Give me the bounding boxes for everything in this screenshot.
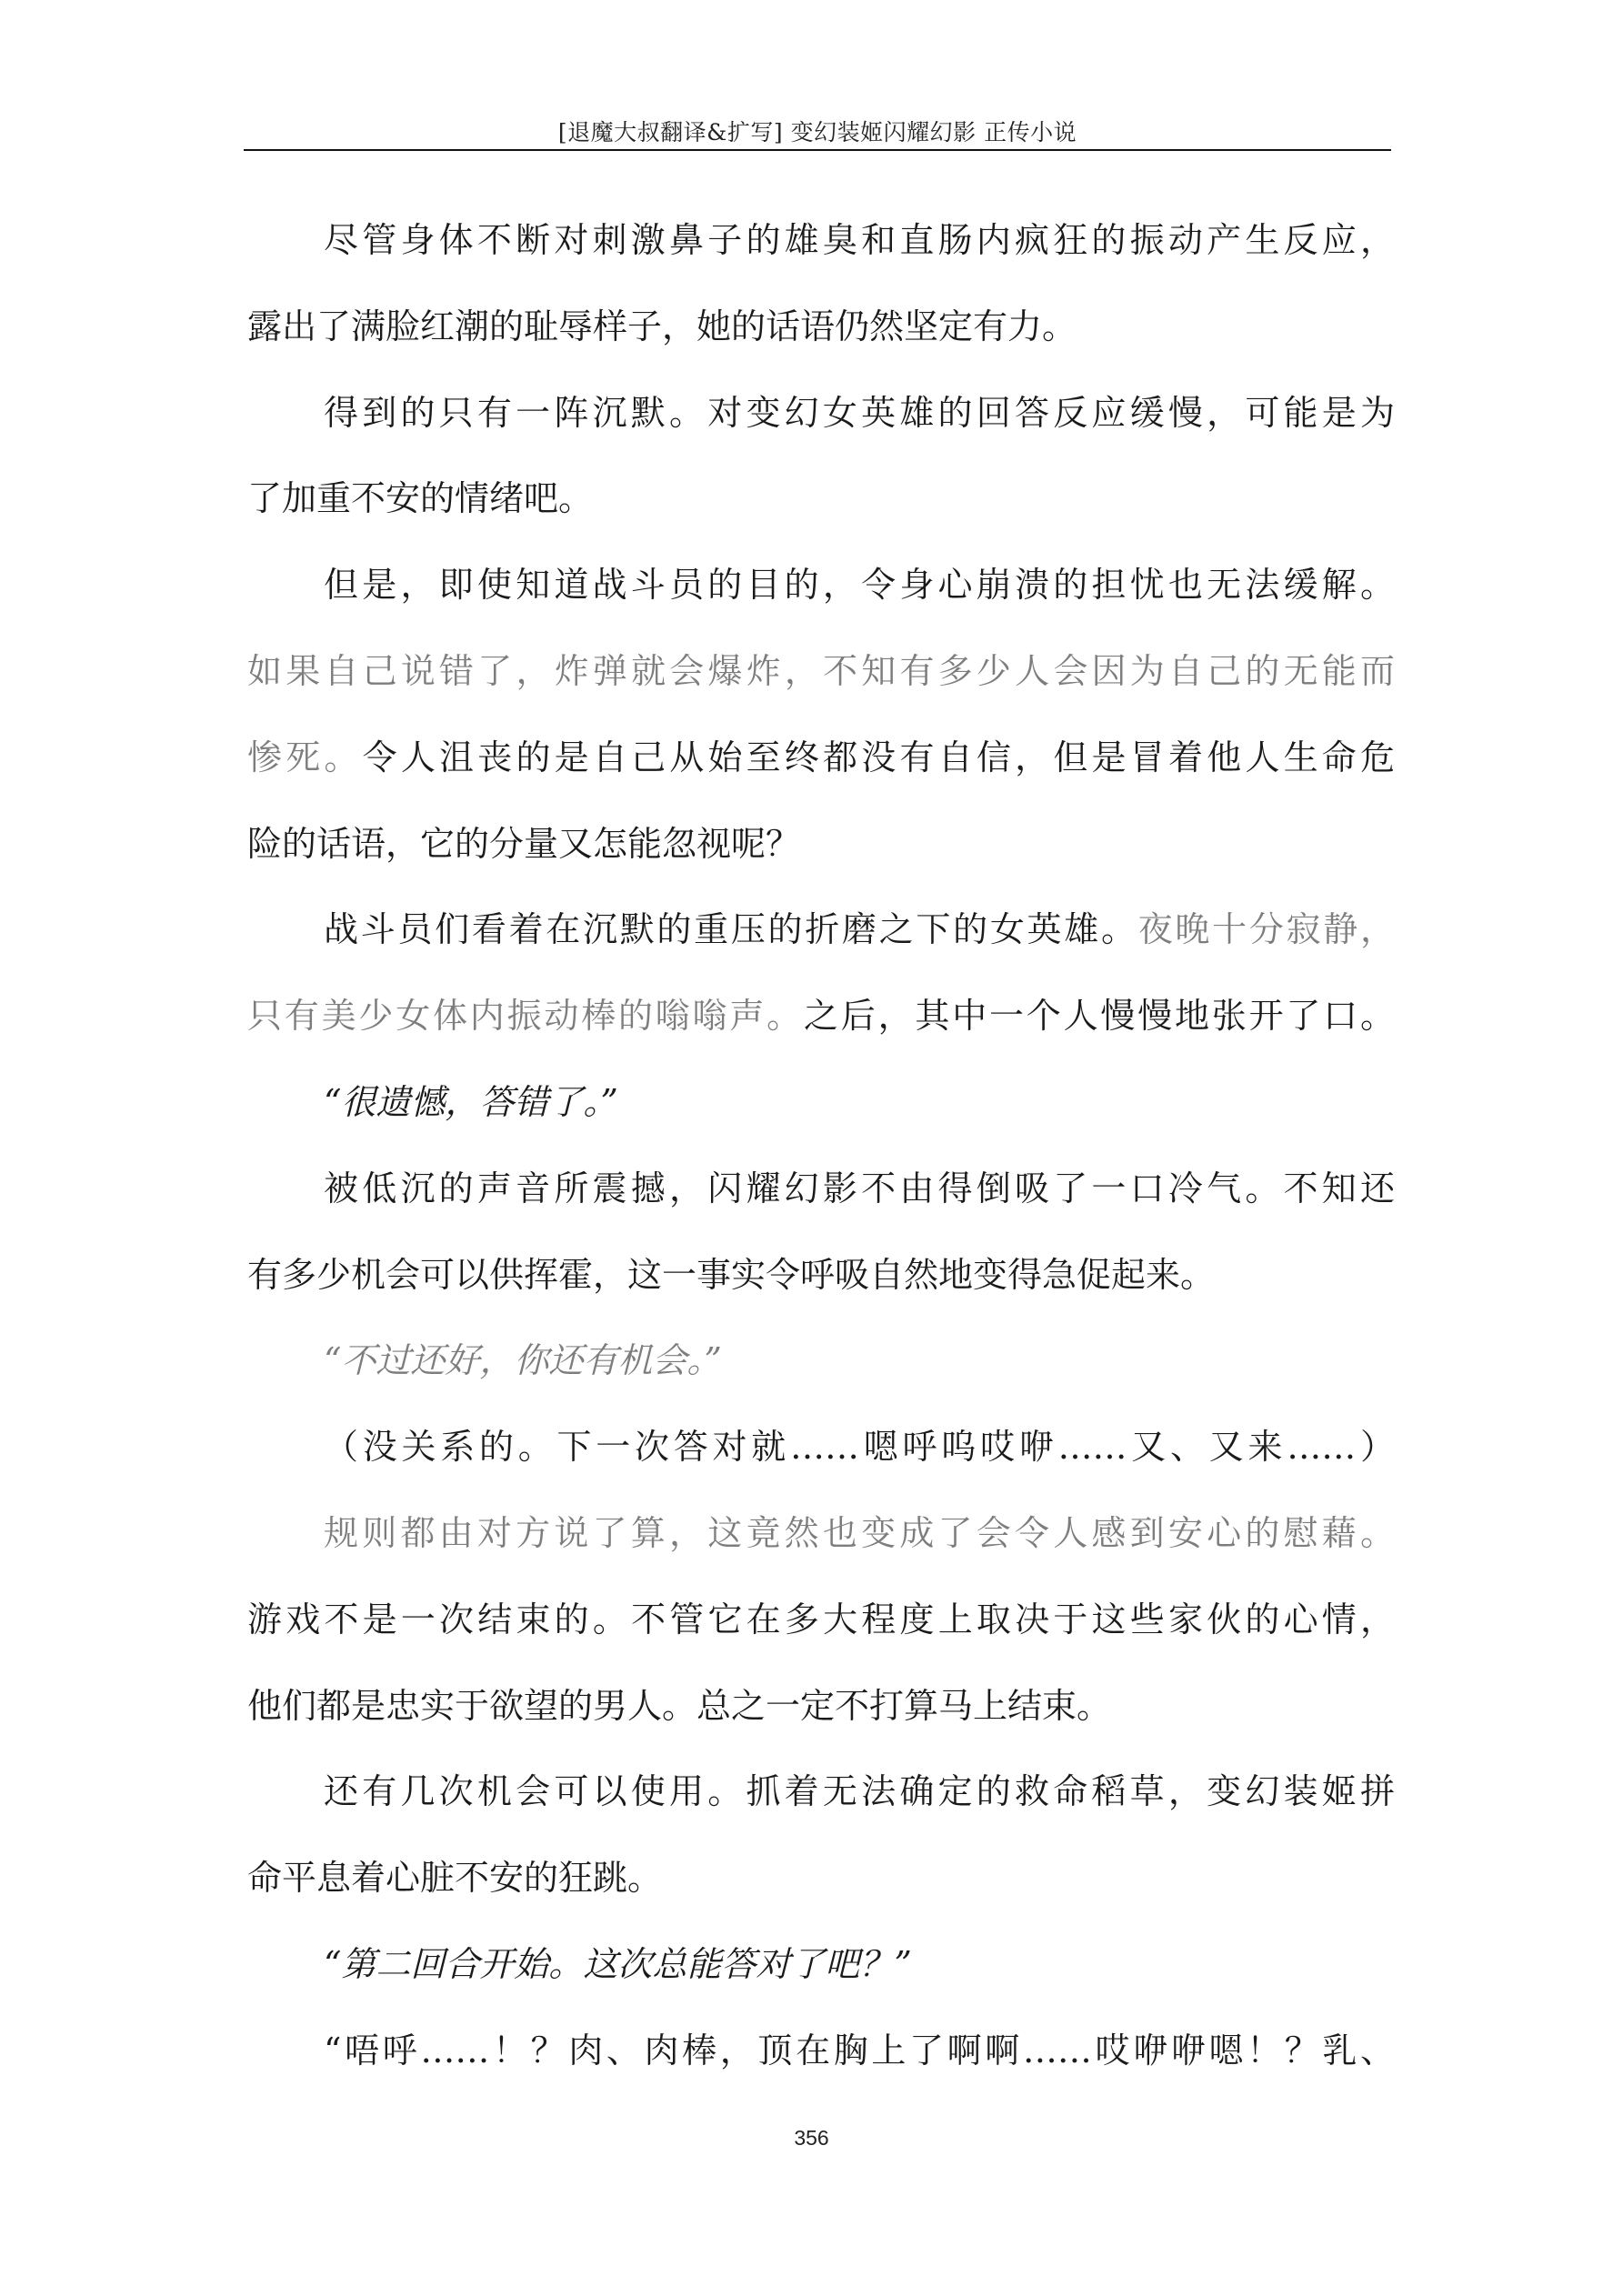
text-segment: 但是，即使知道战斗员的目的，令身心崩溃的担忧也无法缓解。 <box>324 565 1395 606</box>
text-segment: 尽管身体不断对刺激鼻子的雄臭和直肠内疯狂的振动产生反应， <box>324 220 1395 260</box>
body-text <box>247 212 1395 2109</box>
text-segment: 还有几次机会可以使用。抓着无法确定的救命稻草，变幻装姬拼 <box>324 1771 1395 1812</box>
text-line <box>247 643 1395 729</box>
text-line <box>247 212 1395 298</box>
running-header: [退魔大叔翻译&扩写] 变幻装姬闪耀幻影 正传小说 <box>557 119 1077 145</box>
text-segment: 露出了满脸红潮的耻辱样子，她的话语仍然坚定有力。 <box>247 306 1077 346</box>
text-segment: 了加重不安的情绪吧。 <box>247 478 594 519</box>
text-line <box>247 1160 1395 1247</box>
text-segment: “第二回合开始。这次总能答对了吧？” <box>324 1943 912 1984</box>
text-segment: 之后，其中一个人慢慢地张开了口。 <box>804 996 1395 1037</box>
text-line <box>247 1591 1395 1678</box>
text-line <box>247 729 1395 816</box>
text-line <box>247 1850 1395 1936</box>
text-segment: 险的话语，它的分量又怎能忽视呢？ <box>247 823 801 864</box>
text-line <box>247 470 1395 556</box>
text-segment: 惨死。 <box>247 737 363 777</box>
text-segment: 有多少机会可以供挥霍，这一事实令呼吸自然地变得急促起来。 <box>247 1254 1216 1295</box>
text-segment: 如果自己说错了，炸弹就会爆炸，不知有多少人会因为自己的无能而 <box>247 650 1395 691</box>
text-segment: 被低沉的声音所震撼，闪耀幻影不由得倒吸了一口冷气。不知还 <box>324 1168 1395 1208</box>
text-line <box>247 1419 1395 1505</box>
text-segment: 命平息着心脏不安的狂跳。 <box>247 1858 663 1899</box>
text-segment: 他们都是忠实于欲望的男人。总之一定不打算马上结束。 <box>247 1685 1112 1726</box>
text-line <box>247 298 1395 385</box>
text-segment: （没关系的。下一次答对就……嗯呼呜哎咿……又、又来……） <box>324 1427 1395 1468</box>
text-segment: 游戏不是一次结束的。不管它在多大程度上取决于这些家伙的心情， <box>247 1599 1395 1639</box>
text-line <box>247 556 1395 643</box>
text-line <box>247 385 1395 471</box>
text-segment: “不过还好，你还有机会。” <box>324 1340 722 1381</box>
dialogue-line <box>247 1936 1395 2022</box>
header-divider <box>244 149 1391 151</box>
text-line <box>247 816 1395 902</box>
text-line <box>247 1247 1395 1333</box>
text-segment: 夜晚十分寂静， <box>1137 909 1395 950</box>
text-segment: 只有美少女体内振动棒的嗡嗡声。 <box>247 996 804 1037</box>
text-segment: “唔呼……！？肉、肉棒，顶在胸上了啊啊……哎咿咿嗯！？乳、 <box>324 2030 1395 2070</box>
text-line <box>247 1505 1395 1591</box>
text-line <box>247 1763 1395 1850</box>
text-segment: 令人沮丧的是自己从始至终都没有自信，但是冒着他人生命危 <box>362 737 1395 777</box>
text-line <box>247 901 1395 988</box>
dialogue-line <box>247 1332 1395 1419</box>
page-number: 356 <box>794 2126 829 2150</box>
dialogue-line <box>247 1074 1395 1160</box>
text-segment: “很遗憾，答错了。” <box>324 1081 618 1122</box>
text-segment: 得到的只有一阵沉默。对变幻女英雄的回答反应缓慢，可能是为 <box>324 392 1395 433</box>
text-line <box>247 2022 1395 2109</box>
text-segment: 战斗员们看着在沉默的重压的折磨之下的女英雄。 <box>324 909 1138 950</box>
text-line <box>247 1678 1395 1764</box>
text-segment: 规则都由对方说了算，这竟然也变成了会令人感到安心的慰藉。 <box>324 1512 1395 1553</box>
text-line <box>247 988 1395 1074</box>
